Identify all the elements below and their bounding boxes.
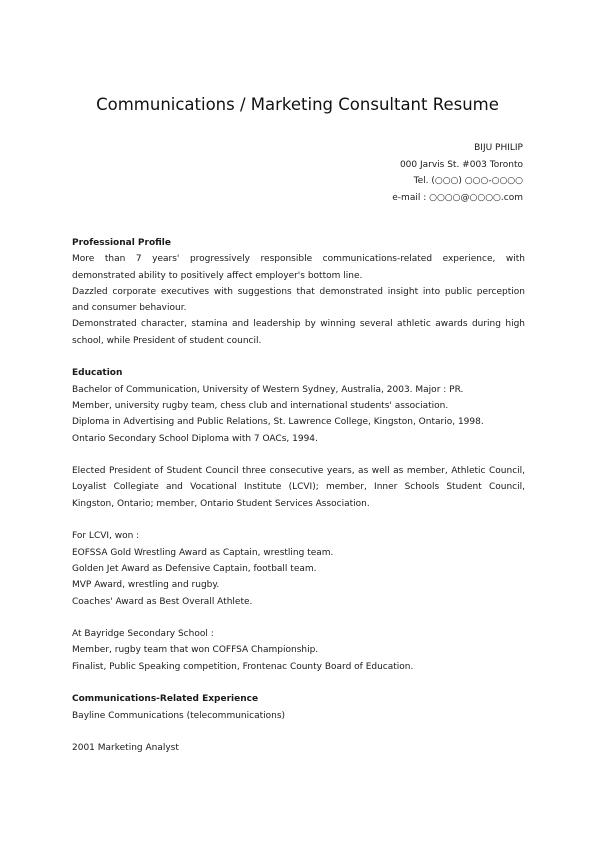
contact-tel: Tel. (○○○) ○○○-○○○○ bbox=[413, 176, 523, 186]
contact-address: 000 Jarvis St. #003 Toronto bbox=[399, 159, 523, 170]
section-heading-experience: Communications-Related Experience bbox=[72, 694, 259, 705]
profile-paragraph: Dazzled corporate executives with suggestions that demonstrated insight into public perception and consumer behaviour. bbox=[72, 286, 525, 314]
education-line: Member, university rugby team, chess club and international students' association. bbox=[72, 400, 449, 411]
resume-body bbox=[72, 235, 525, 757]
contact-block bbox=[392, 140, 523, 206]
contact-name: BIJU PHILIP bbox=[474, 143, 523, 153]
education-section bbox=[72, 365, 525, 675]
bayridge-item: Member, rugby team that won COFFSA Championship. bbox=[72, 645, 319, 656]
profile-section bbox=[72, 235, 525, 349]
profile-paragraph: More than 7 years' progressively responsible communications-related experience, with demonstrated ability to positively affect employer's bottom line. bbox=[72, 254, 525, 281]
education-line: Diploma in Advertising and Public Relations, St. Lawrence College, Kingston, Ontario, 1998. bbox=[72, 417, 484, 428]
section-heading-profile: Professional Profile bbox=[72, 238, 171, 248]
lcvi-award-item: MVP Award, wrestling and rugby. bbox=[72, 580, 220, 591]
contact-email: e-mail : ○○○○@○○○○.com bbox=[392, 192, 523, 203]
experience-role: 2001 Marketing Analyst bbox=[72, 743, 179, 754]
education-line: Bachelor of Communication, University of Western Sydney, Australia, 2003. Major : PR. bbox=[72, 384, 464, 395]
lcvi-award-item: Golden Jet Award as Defensive Captain, football team. bbox=[72, 563, 317, 574]
lcvi-award-item: Coaches' Award as Best Overall Athlete. bbox=[72, 596, 253, 607]
lcvi-intro: For LCVI, won : bbox=[72, 531, 140, 542]
lcvi-award-item: EOFSSA Gold Wrestling Award as Captain, wrestling team. bbox=[72, 547, 334, 558]
education-line: Ontario Secondary School Diploma with 7 OACs, 1994. bbox=[72, 433, 318, 444]
profile-paragraph: Demonstrated character, stamina and leadership by winning several athletic awards during high school, while President of student council. bbox=[72, 319, 525, 346]
elected-paragraph: Elected President of Student Council three consecutive years, as well as member, Athletic Council, Loyalist Collegiate and Vocational Institute (LCVI); member, Inner Schools Student Council, Kingston, Ontario; member, Ontario Student Services Association. bbox=[72, 466, 525, 509]
experience-company: Bayline Communications (telecommunications) bbox=[72, 710, 286, 721]
bayridge-item: Finalist, Public Speaking competition, Frontenac County Board of Education. bbox=[72, 661, 414, 672]
section-heading-education: Education bbox=[72, 368, 123, 379]
page-title: Communications / Marketing Consultant Resume bbox=[96, 95, 499, 114]
bayridge-intro: At Bayridge Secondary School : bbox=[72, 629, 214, 640]
experience-section bbox=[72, 691, 525, 756]
